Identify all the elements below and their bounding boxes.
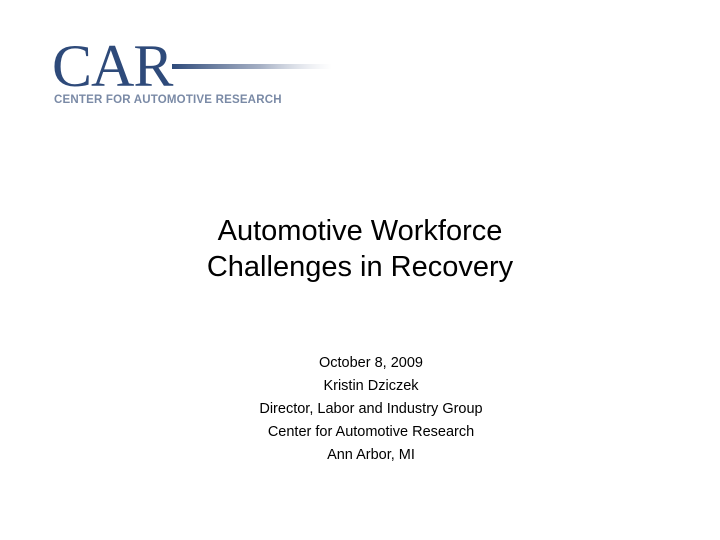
slide-title <box>0 213 720 285</box>
organization-name: Center for Automotive Research <box>267 424 475 440</box>
logo-tagline: CENTER FOR AUTOMOTIVE RESEARCH <box>54 94 282 106</box>
logo-swoosh-icon <box>172 63 332 71</box>
title-line-2: Challenges in Recovery <box>206 251 514 283</box>
presentation-date: October 8, 2009 <box>319 355 423 371</box>
presenter-role: Director, Labor and Industry Group <box>259 401 483 417</box>
car-logo <box>52 33 292 110</box>
title-line-1: Automotive Workforce <box>217 215 503 247</box>
presenter-info <box>0 352 720 467</box>
location: Ann Arbor, MI <box>327 447 415 463</box>
logo-mark: CAR <box>52 33 173 99</box>
presenter-name: Kristin Dziczek <box>323 378 419 394</box>
